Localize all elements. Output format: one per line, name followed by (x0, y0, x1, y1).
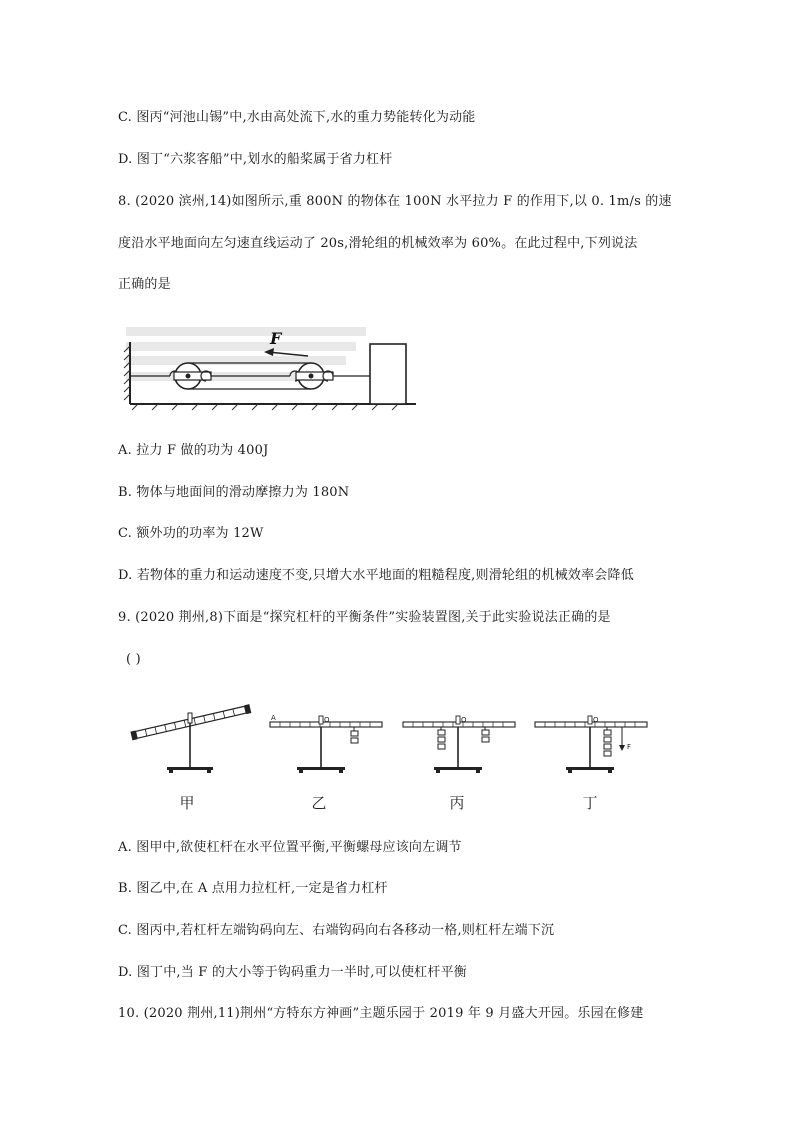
line-c7: C. 图丙“河池山锡”中,水由高处流下,水的重力势能转化为动能 (118, 110, 476, 125)
caption-jia: 甲 (179, 794, 195, 812)
caption-ding: 丁 (582, 794, 598, 812)
caption-yi: 乙 (311, 794, 327, 812)
pivot-label: O (324, 716, 330, 724)
question-8-line3: 正确的是 (118, 277, 171, 292)
question-10-line1: 10. (2020 荆州,11)荆州“方特东方神画”主题乐园于 2019 年 9 月盛大开园。乐园在修建 (118, 1006, 644, 1021)
force-arrow-ding (619, 727, 631, 751)
option-9d: D. 图丁中,当 F 的大小等于钩码重力一半时,可以使杠杆平衡 (118, 965, 467, 980)
weights-bing-right (482, 727, 489, 742)
lever-jia (130, 704, 251, 773)
question-8-line1: 8. (2020 滨州,14)如图所示,重 800N 的物体在 100N 水平拉力 F 的作用下,以 0. 1m/s 的速 (118, 194, 672, 209)
pivot-label: O (593, 716, 599, 724)
option-8b: B. 物体与地面间的滑动摩擦力为 180N (118, 485, 350, 500)
option-9a: A. 图甲中,欲使杠杆在水平位置平衡,平衡螺母应该向左调节 (118, 840, 462, 855)
pivot-label: O (461, 716, 467, 724)
force-label: F (270, 329, 282, 348)
option-8c: C. 额外功的功率为 12W (118, 526, 264, 541)
force-label: F (627, 743, 632, 751)
lever-bing (403, 716, 515, 773)
lever-figures (125, 695, 695, 785)
option-9b: B. 图乙中,在 A 点用力拉杠杆,一定是省力杠杆 (118, 881, 388, 896)
option-9c: C. 图丙中,若杠杆左端钩码向左、右端钩码向右各移动一格,则杠杆左端下沉 (118, 923, 555, 938)
caption-bing: 丙 (449, 794, 465, 812)
line-d7: D. 图丁“六浆客船”中,划水的船桨属于省力杠杆 (118, 152, 393, 167)
question-9-blank: ( ) (126, 652, 141, 667)
point-a-label: A (271, 714, 276, 722)
option-8a: A. 拉力 F 做的功为 400J (118, 443, 269, 458)
weights-yi (351, 727, 358, 743)
question-9-line1: 9. (2020 荆州,8)下面是“探究杠杆的平衡条件”实验装置图,关于此实验说法正确的是 (118, 610, 611, 625)
movable-pulley (290, 363, 333, 389)
option-8d: D. 若物体的重力和运动速度不变,只增大水平地面的粗糙程度,则滑轮组的机械效率会降低 (118, 568, 634, 583)
lever-yi (270, 714, 382, 773)
question-8-line2: 度沿水平地面向左匀速直线运动了 20s,滑轮组的机械效率为 60%。在此过程中,下列说法 (118, 236, 638, 251)
weights-bing-left (438, 727, 445, 749)
fixed-pulley (170, 363, 211, 389)
weights-ding (604, 727, 611, 756)
pulley-system-figure (118, 322, 418, 412)
lever-ding (535, 716, 647, 773)
object-block (370, 344, 406, 404)
